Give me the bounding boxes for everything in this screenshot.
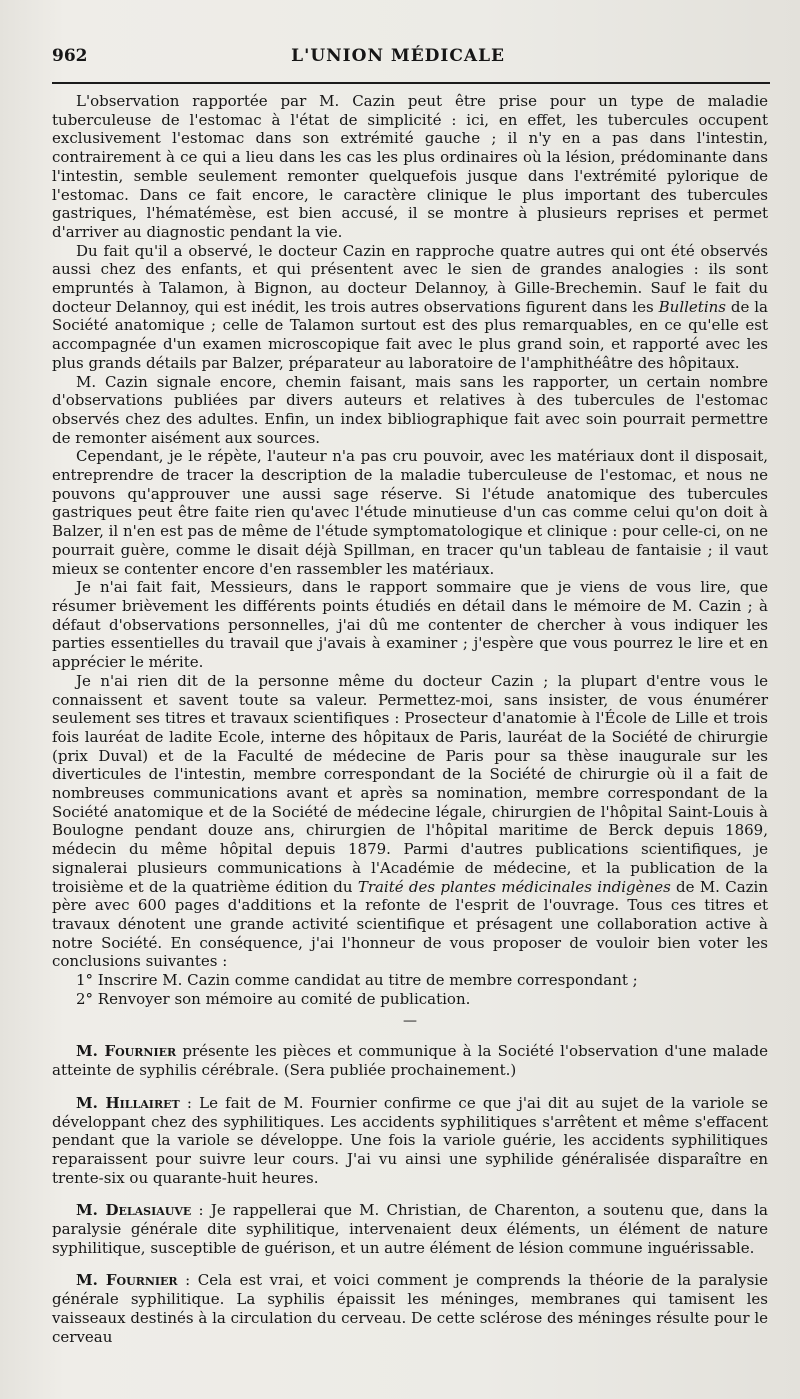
page-number: 962 (52, 46, 88, 66)
speaker-name: M. Hillairet (76, 1093, 180, 1112)
text-run: Du fait qu'il a observé, le docteur Cazin en rapproche quatre autres qui ont été observés aussi chez des enfants, et qui présentent avec le sien de grandes analogies : ils sont empruntés à Talamon, à Bignon, au docteur Delannoy, à Gille-Brechemin. Sauf le fait du docteur Delannoy, qui est inédit, les trois autres observations figurent dans les (52, 241, 768, 316)
discussion-paragraph (52, 1201, 768, 1257)
text-run: : Le fait de M. Fournier confirme ce que j'ai dit au sujet de la variole se développant chez des syphilitiques. Les accidents syphilitiques s'arrêtent et même s'effacent pendant que la variole se développe. Une fois la variole guérie, les accidents syphilitiques reparaissent pour suivre leur cours. J'ai vu ainsi une syphilide généralisée disparaître en trente-six ou quarante-huit heures. (52, 1093, 768, 1187)
conclusion-item: 2° Renvoyer son mémoire au comité de publication. (76, 989, 471, 1008)
text-run: de la Société anatomique ; celle de Talamon surtout est des plus remarquables, en ce qu'elle est accompagnée d'un examen microscopique fait avec le plus grand soin, et rapporté avec les plus grands détails par Balzer, préparateur au laboratoire de l'amphithéâtre des hôpitaux. (52, 297, 768, 372)
paragraph: Je n'ai fait fait, Messieurs, dans le rapport sommaire que je viens de vous lire, que résumer brièvement les différents points étudiés en détail dans le mémoire de M. Cazin ; à défaut d'observations personnelles, j'ai dû me contenter de chercher à vous indiquer les parties essentielles du travail que j'avais à examiner ; j'espère que vous pourrez le lire et en apprécier le mérite. (52, 578, 768, 672)
text-run: de M. Cazin père avec 600 pages d'additions et la refonte de l'esprit de l'ouvrage. Tous ces titres et travaux dénotent une grande activité scientifique et présagent une collaboration active à notre Société. En conséquence, j'ai l'honneur de vous proposer de vouloir bien voter les conclusions suivantes : (52, 877, 769, 971)
speaker-name: M. Fournier (76, 1042, 177, 1061)
discussion-paragraph (52, 1271, 768, 1346)
header-rule (52, 82, 770, 84)
paragraph: M. Cazin signale encore, chemin faisant, mais sans les rapporter, un certain nombre d'observations publiées par divers auteurs et relatives à des tubercules de l'estomac observés chez des adultes. Enfin, un index bibliographique fait avec soin pourrait permettre de remonter aisément aux sources. (52, 372, 768, 447)
paragraph (52, 672, 768, 971)
page-header (52, 46, 770, 76)
speaker-name: M. Delasiauve (76, 1201, 192, 1220)
italic-title: Bulletins (658, 297, 726, 316)
text-run: présente les pièces et communique à la Société l'observation d'une malade atteinte de syphilis cérébrale. (Sera publiée prochainement.) (52, 1042, 768, 1080)
paragraph: Cependant, je le répète, l'auteur n'a pas cru pouvoir, avec les matériaux dont il disposait, entreprendre de tracer la description de la maladie tuberculeuse de l'estomac, et nous ne pouvons qu'approuver une aussi sage réserve. Si l'étude anatomique des tubercules gastriques peut être faite rien qu'avec l'étude minutieuse d'un cas comme celui qu'on doit à Balzer, il n'en est pas de même de l'étude symptomatologique et clinique : pour celle-ci, on ne pourrait guère, comme le disait déjà Spillman, en tracer qu'un tableau de fantaisie ; il vaut mieux se contenter encore d'en rassembler les matériaux. (52, 447, 768, 578)
discussion-paragraph (52, 1042, 768, 1079)
speaker-name: M. Fournier (76, 1271, 178, 1290)
text-run: : Cela est vrai, et voici comment je comprends la théorie de la paralysie générale syphilitique. La syphilis épaissit les méninges, membranes qui tamisent les vaisseaux destinés à la circulation du cerveau. De cette sclérose des méninges résulte pour le cerveau (52, 1271, 768, 1346)
paragraph: L'observation rapportée par M. Cazin peut être prise pour un type de maladie tuberculeuse de l'estomac à l'état de simplicité : ici, en effet, les tubercules occupent exclusivement l'estomac dans son extrémité gauche ; il n'y en a pas dans l'intestin, contrairement à ce qui a lieu dans les cas les plus ordinaires où la lésion, prédominante dans l'intestin, semble seulement remonter quelquefois jusque dans l'extrémité pylorique de l'estomac. Dans ce fait encore, le caractère clinique le plus important des tubercules gastriques, l'hématémèse, est bien accusé, il se montre à plusieurs reprises et permet d'arriver au diagnostic pendant la vie. (52, 92, 768, 241)
article-body (52, 92, 768, 1346)
text-run: : Je rappellerai que M. Christian, de Charenton, a soutenu que, dans la paralysie générale dite syphilitique, intervenaient deux éléments, un élément de nature syphilitique, susceptible de guérison, et un autre élément de lésion commune inguérissable. (52, 1201, 768, 1257)
conclusion-item: 1° Inscrire M. Cazin comme candidat au titre de membre correspondant ; (76, 971, 638, 990)
discussion-paragraph (52, 1094, 768, 1188)
section-separator: — (403, 1013, 417, 1030)
running-title: L'UNION MÉDICALE (291, 46, 505, 66)
paragraph (52, 242, 768, 373)
text-run: Je n'ai rien dit de la personne même du docteur Cazin ; la plupart d'entre vous le connaissent et savent toute sa valeur. Permettez-moi, sans insister, de vous énumérer seulement ses titres et travaux scientifiques : Prosecteur d'anatomie à l'École de Lille et trois fois lauréat de ladite Ecole, interne des hôpitaux de Paris, lauréat de la Société de chirurgie (prix Duval) et de la Faculté de médecine de Paris pour sa thèse inaugurale sur les diverticules de l'intestin, membre correspondant de la Société de chirurgie où il a fait de nombreuses communications avant et après sa nomination, membre correspondant de la Société anatomique et de la Société de médecine légale, chirurgien de l'hôpital Saint-Louis à Boulogne pendant douze ans, chirurgien de l'hôpital maritime de Berck depuis 1869, médecin du même hôpital depuis 1879. Parmi d'autres publications scientifiques, je signalerai plusieurs communications à l'Académie de médecine, et la publication de la troisième et de la quatrième édition du (52, 671, 768, 896)
italic-title: Traité des plantes médicinales indigènes (357, 877, 671, 896)
